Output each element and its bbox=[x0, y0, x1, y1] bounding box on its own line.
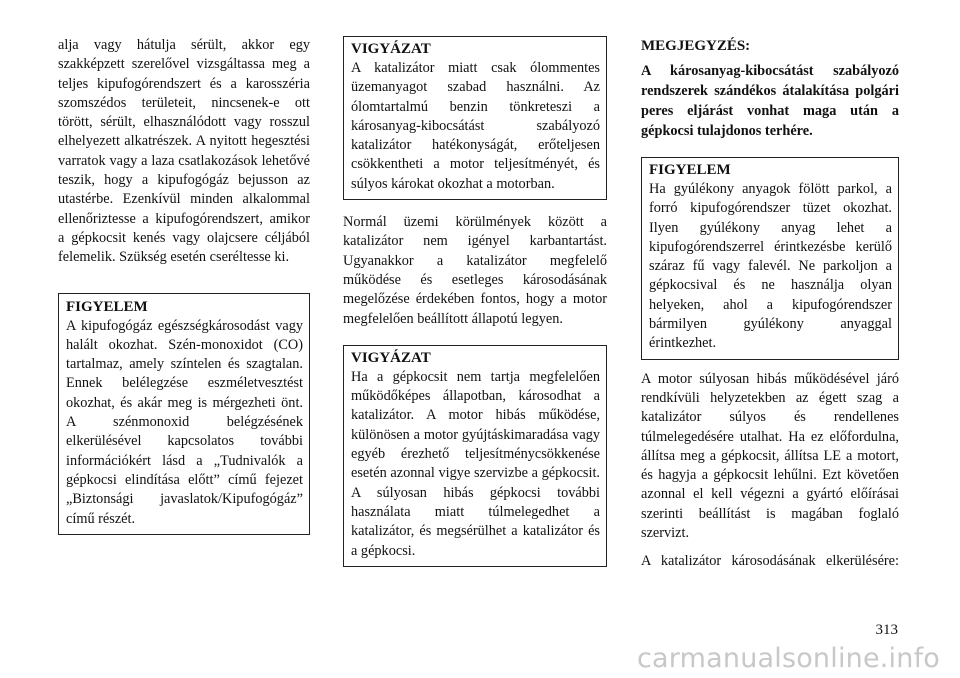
note-title: MEGJEGYZÉS: bbox=[641, 38, 751, 54]
caution-title: VIGYÁZAT bbox=[351, 41, 431, 57]
caution-box-catalyst bbox=[343, 345, 607, 567]
caution-box-fuel bbox=[343, 36, 607, 200]
caution-title: VIGYÁZAT bbox=[351, 349, 431, 366]
warning-body: Ha gyúlékony anyagok fölött parkol, a forró kipufogórendszer tüzet okozhat. Ilyen gyúlékony anyag lehet a kipufogórendszerrel érintkezésbe kerülő száraz fű vagy falevél. Ne parkoljon a gépkocsival és ne használja olyan helyeken, ahol a kipufogórendszer bármilyen gyúlékony anyaggal érintkezhet. bbox=[649, 181, 892, 352]
watermark: carmanualsonline.info bbox=[637, 643, 940, 674]
warning-box-exhaust bbox=[58, 293, 310, 535]
warning-body: A kipufogógáz egészségkárosodást vagy halált okozhat. Szén-monoxidot (CO) tartalmaz, amely színtelen és szagtalan. Ennek belélegzése eszméletvesztést okozhat, és akár meg is mérgezheti önt. A szénmonoxid belégzésének elkerülésével kapcsolatos további információkért lásd a „Tudnivalók a gépkocsi elindítása előtt” című fejezet „Biztonsági javaslatok/Kipufogógáz” című részét. bbox=[66, 317, 303, 527]
prevention-intro: A katalizátor károsodásának elkerülésére: bbox=[641, 553, 899, 570]
warning-title: FIGYELEM bbox=[649, 162, 731, 178]
warning-box-parking bbox=[641, 157, 899, 360]
page-number: 313 bbox=[875, 622, 898, 638]
column-left bbox=[58, 36, 310, 535]
overheat-paragraph: A motor súlyosan hibás működésével járó rendkívüli helyzetekben az égett szag a katalizátor súlyos és rendellenes túlmelegedésére utalhat. Ha ez előfordulna, állítsa meg a gépkocsit, állítsa LE a motort, és hagyja a gépkocsit lehűlni. Ezt követően azonnal el kell végezni a gyártó előírásai szerinti beállítást is magában foglaló szervizt. bbox=[641, 370, 899, 542]
warning-title: FIGYELEM bbox=[66, 298, 148, 315]
caution-body: A katalizátor miatt csak ólommentes üzemanyagot szabad használni. Az ólomtartalmú benzin tönkreteszi a károsanyag-kibocsátást szabályozó katalizátor hatékonyságát, erőteljesen csökkentheti a motor teljesítményét, és súlyos károkat okozhat a motorban. bbox=[351, 60, 600, 192]
intro-paragraph: alja vagy hátulja sérült, akkor egy szakképzett szerelővel vizsgáltassa meg a teljes kipufogórendszert és a karosszéria szomszédos területeit, nincsenek-e ott törött, sérült, elhasználódott vagy rosszul elhelyezett alkatrészek. A nyitott hegesztési varratok vagy a laza csatlakozások lehetővé teszik, hogy a kipufogógáz bejusson az utastérbe. Ezenkívül minden alkalommal ellenőriztesse a kipufogórendszert, amikor a gépkocsit kenés vagy olajcsere céljából felemelik. Szükség esetén cseréltesse ki. bbox=[58, 37, 310, 266]
caution-body: Ha a gépkocsit nem tartja megfelelően működőképes állapotban, károsodhat a katalizátor. A motor hibás működése, különösen a motor gyújtáskimaradása vagy egyéb érezhető teljesítménycsökkenése esetén azonnal vigye szervizbe a gépkocsit. A súlyosan hibás gépkocsi további használata miatt túlmelegedhet a katalizátor, és megsérülhet a katalizátor és a gépkocsi. bbox=[351, 368, 600, 559]
column-right bbox=[641, 36, 899, 572]
note-body: A károsanyag-kibocsátást szabályozó rendszerek szándékos átalakítása polgári peres eljárást vonhat maga után a gépkocsi tulajdonos terhére. bbox=[641, 63, 899, 139]
maintenance-paragraph: Normál üzemi körülmények között a katalizátor nem igényel karbantartást. Ugyanakkor a katalizátor megfelelő működése és esetleges károsodásának megelőzése érdekében fontos, hogy a motor megfelelően beállított állapotú legyen. bbox=[343, 214, 607, 327]
column-middle bbox=[343, 36, 607, 567]
